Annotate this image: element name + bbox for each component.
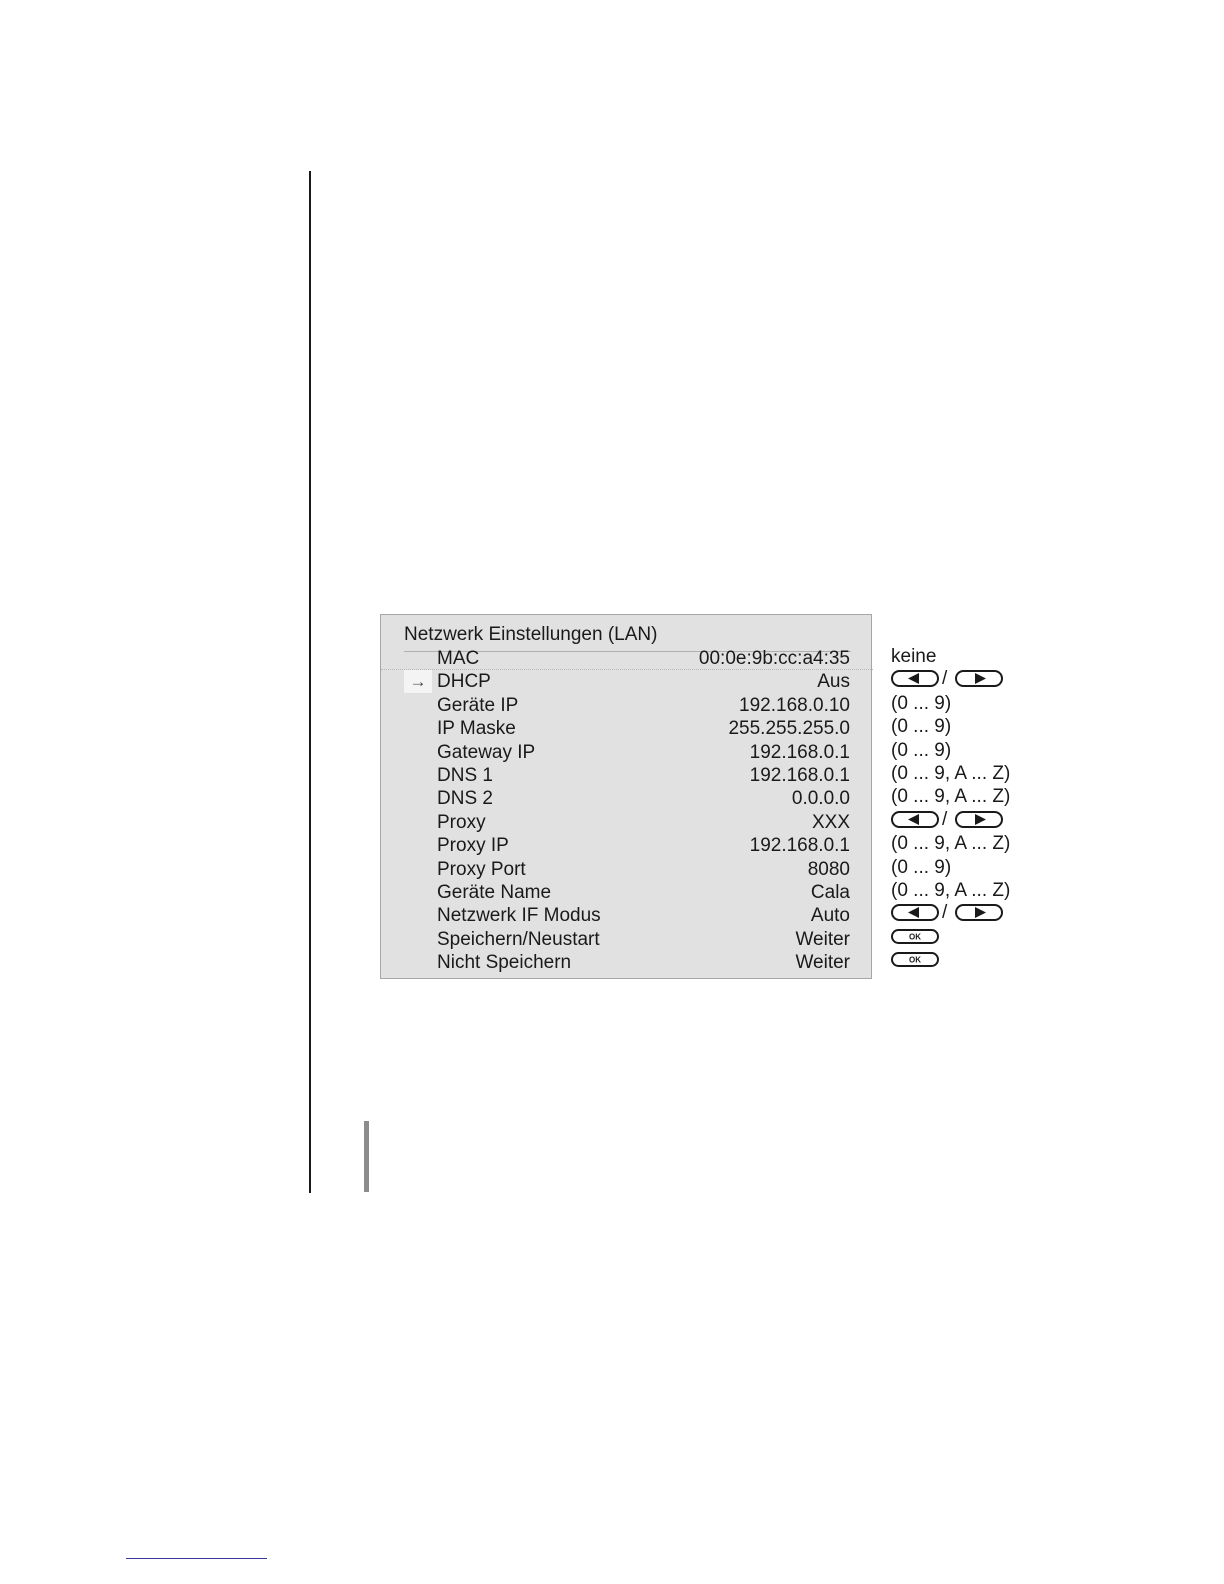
settings-row[interactable]: [381, 717, 873, 740]
setting-value: 00:0e:9b:cc:a4:35: [698, 648, 850, 669]
key-hint: [891, 902, 1091, 925]
setting-value: 8080: [807, 858, 850, 880]
arrow-keys-hint: [891, 670, 1031, 688]
key-separator: /: [942, 902, 948, 924]
settings-row[interactable]: [381, 647, 873, 670]
setting-value: Weiter: [795, 928, 850, 950]
ok-key-icon: [891, 929, 939, 944]
setting-label: DHCP: [437, 671, 491, 693]
settings-row[interactable]: [381, 811, 873, 834]
key-hint: (0 ... 9): [891, 692, 952, 714]
panel-title: Netzwerk Einstellungen (LAN): [404, 624, 851, 652]
network-settings-panel: [380, 614, 872, 979]
key-hint: (0 ... 9): [891, 716, 952, 738]
setting-value: Aus: [817, 671, 850, 693]
setting-value: Auto: [810, 905, 850, 927]
settings-row[interactable]: [381, 694, 873, 717]
key-hint: (0 ... 9, A ... Z): [891, 763, 1011, 784]
ok-key-icon: [891, 952, 939, 967]
setting-label: DNS 2: [437, 788, 493, 810]
key-hint: (0 ... 9, A ... Z): [891, 786, 1011, 808]
key-hint: (0 ... 9): [891, 739, 952, 761]
setting-value: 192.168.0.1: [749, 741, 850, 763]
settings-row[interactable]: [381, 904, 873, 927]
key-hint: (0 ... 9, A ... Z): [891, 833, 1011, 855]
arrow-keys-hint: [891, 904, 1031, 922]
svg-text:OK: OK: [909, 955, 921, 965]
left-arrow-key-icon: [891, 904, 939, 921]
settings-row[interactable]: [381, 741, 873, 764]
setting-value: 192.168.0.1: [749, 765, 850, 786]
setting-label: IP Maske: [437, 718, 516, 740]
setting-label: Nicht Speichern: [437, 952, 572, 974]
setting-value: 0.0.0.0: [791, 788, 850, 810]
right-arrow-key-icon: [955, 904, 1003, 921]
setting-value: 192.168.0.10: [739, 694, 850, 716]
arrow-keys-hint: [891, 808, 1031, 830]
footer-rule: [126, 1558, 267, 1559]
left-arrow-key-icon: [891, 811, 939, 828]
page-margin-rule: [309, 171, 311, 1193]
right-arrow-key-icon: [955, 811, 1003, 828]
setting-value: 192.168.0.1: [749, 835, 850, 857]
setting-label: DNS 1: [437, 765, 493, 786]
settings-row[interactable]: [381, 764, 873, 787]
settings-row[interactable]: [381, 787, 873, 810]
setting-value: Cala: [810, 882, 850, 903]
svg-text:OK: OK: [909, 932, 921, 942]
key-hint: [891, 809, 1091, 832]
selection-arrow-icon: →: [404, 670, 432, 693]
settings-row[interactable]: [381, 881, 873, 904]
setting-label: Netzwerk IF Modus: [437, 905, 601, 927]
key-hint: [891, 668, 1091, 691]
key-hint: [891, 926, 1091, 949]
setting-value: Weiter: [795, 952, 850, 974]
settings-row[interactable]: [381, 858, 873, 881]
setting-label: Speichern/Neustart: [437, 928, 600, 950]
right-arrow-key-icon: [955, 670, 1003, 687]
key-hint: keine: [891, 646, 937, 667]
setting-value: XXX: [811, 811, 850, 833]
setting-label: Geräte Name: [437, 882, 552, 903]
setting-label: Proxy Port: [437, 858, 526, 880]
settings-row[interactable]: [381, 928, 873, 951]
settings-row[interactable]: [381, 951, 873, 974]
left-arrow-key-icon: [891, 670, 939, 687]
settings-row[interactable]: [381, 670, 873, 693]
key-separator: /: [942, 808, 948, 830]
setting-label: Gateway IP: [437, 741, 536, 763]
setting-value: 255.255.255.0: [728, 718, 850, 740]
setting-label: Geräte IP: [437, 694, 519, 716]
key-hint: (0 ... 9): [891, 856, 952, 878]
setting-label: Proxy: [437, 811, 486, 833]
note-bar: [364, 1121, 369, 1192]
setting-label: MAC: [437, 648, 480, 669]
key-hint: (0 ... 9, A ... Z): [891, 880, 1011, 901]
setting-label: Proxy IP: [437, 835, 509, 857]
key-separator: /: [942, 668, 948, 690]
key-hint: [891, 949, 1091, 972]
settings-row[interactable]: [381, 834, 873, 857]
